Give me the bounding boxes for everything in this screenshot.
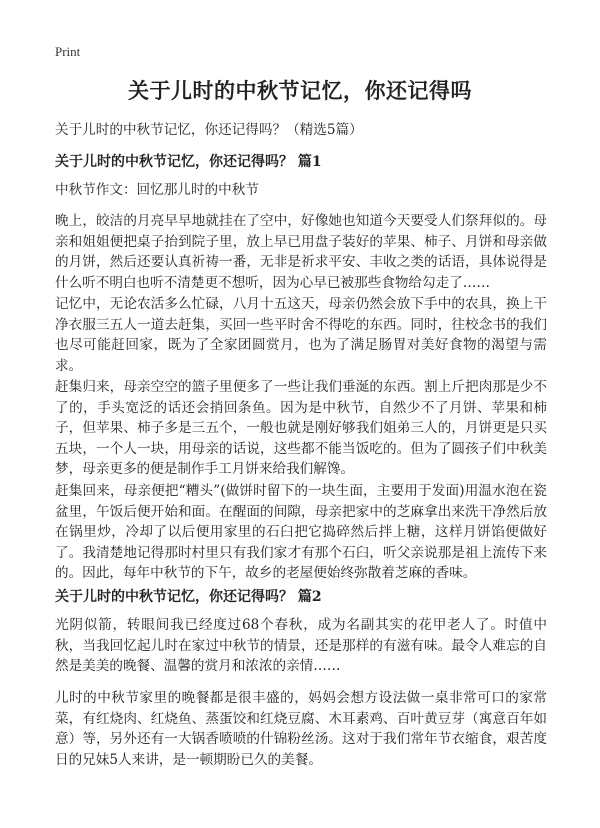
section-1-paragraph-3: 赶集归来，母亲空空的篮子里便多了一些让我们垂涎的东西。割上斤把肉那是少不了的，手头宽泛的话还会捎回条鱼。因为是中秋节，自然少不了月饼、苹果和柿子，但苹果、柿子多是三五个，一般也就是刚好够我们姐弟三人的，月饼更是只买五块，一个人一块，用母亲的话说，这些都不能当饭吃的。但为了圆孩子们中秋美梦，母亲更多的便是制作手工月饼来给我们解馋。 [55,379,547,477]
section-2-paragraph-2: 儿时的中秋节家里的晚餐都是很丰盛的，妈妈会想方设法做一桌非常可口的家常菜，有红烧肉、红烧鱼、蒸蛋饺和红烧豆腐、木耳素鸡、百叶黄豆芽（寓意百年如意）等，另外还有一大锅香喷喷的什锦粉丝汤。这对于我们常年节衣缩食，艰苦度日的兄妹5人来讲，是一顿期盼已久的美餐。 [55,690,547,768]
intro-text: 关于儿时的中秋节记忆，你还记得吗？（精选5篇） [55,122,363,138]
section-1-paragraph-4: 赶集回来，母亲便把“糟头”(做饼时留下的一块生面，主要用于发面)用温水泡在瓷盆里，午饭后便开始和面。在醒面的间隙，母亲把家中的芝麻拿出来洗干净然后放在锅里炒，冷却了以后便用家里的石臼把它捣碎然后拌上糖，这样月饼馅便做好了。我清楚地记得那时村里只有我们家才有那个石臼，听父亲说那是祖上流传下来的。因此，每年中秋节的下午，故乡的老屋便始终弥散着芝麻的香味。 [55,483,547,581]
print-link[interactable]: Print [55,44,81,59]
section-1-paragraph-1: 晚上，皎洁的月亮早早地就挂在了空中，好像她也知道今天要受人们祭拜似的。母亲和姐姐便把桌子抬到院子里，放上早已用盘子装好的苹果、柿子、月饼和母亲做的月饼，然后还要认真祈祷一番，无非是祈求平安、丰收之类的话语，具体说得是什么听不明白也听不清楚更不想听，因为心早已被那些食物给勾走了…… [55,213,547,291]
section-2-heading: 关于儿时的中秋节记忆，你还记得吗？ 篇2 [55,589,322,605]
section-1-paragraph-2: 记忆中，无论农活多么忙碌，八月十五这天，母亲仍然会放下手中的农具，换上干净衣服三五人一道去赶集，买回一些平时舍不得吃的东西。同时，往校念书的我们也尽可能赶回家，既为了全家团圆赏月，也为了满足肠胃对美好食物的渴望与需求。 [55,296,547,374]
section-2-paragraph-1: 光阴似箭，转眼间我已经度过68个春秋，成为名副其实的花甲老人了。时值中秋，当我回忆起儿时在家过中秋节的情景，还是那样的有滋有味。最令人难忘的自然是美美的晚餐、温馨的赏月和浓浓的亲情…… [55,617,547,674]
section-1-subtitle: 中秋节作文：回忆那儿时的中秋节 [55,182,259,198]
page-title: 关于儿时的中秋节记忆，你还记得吗 [128,78,472,103]
section-1-heading: 关于儿时的中秋节记忆，你还记得吗？ 篇1 [55,154,322,170]
